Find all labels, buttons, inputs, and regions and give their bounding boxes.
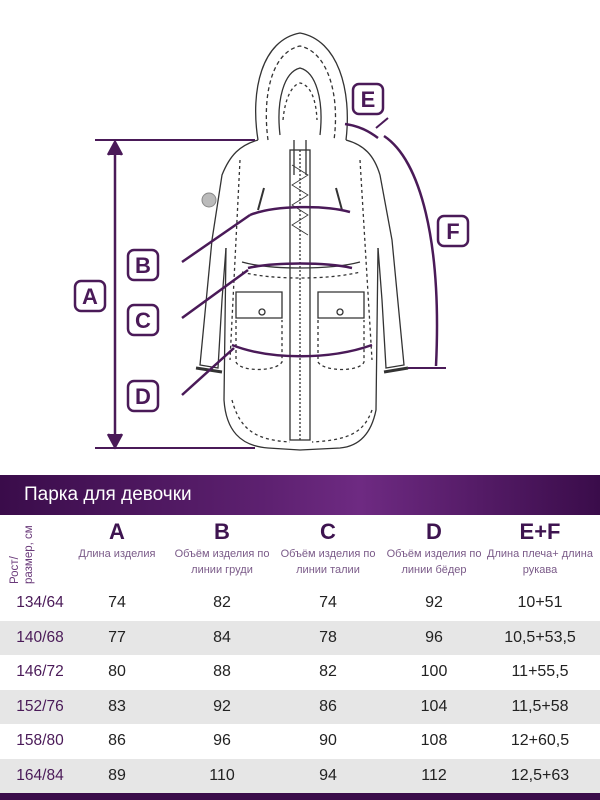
table-title-bar (0, 475, 600, 515)
size-cell: 152/76 (16, 697, 64, 715)
value-cell: 78 (319, 628, 337, 646)
column-letter: C (320, 519, 336, 544)
table-row (0, 759, 600, 794)
column-desc: Объём изделия по линии бёдер (386, 548, 482, 576)
svg-text:D: D (135, 384, 151, 409)
column-header-B (167, 518, 277, 578)
value-cell: 77 (108, 628, 126, 646)
size-cell: 146/72 (16, 663, 64, 680)
value-cell: 74 (319, 594, 337, 611)
size-header-line: размер, см (23, 525, 35, 584)
value-cell: 80 (108, 663, 126, 680)
column-header-A (62, 518, 172, 562)
value-cell: 92 (425, 594, 443, 611)
column-letter: B (214, 519, 230, 544)
size-header-line: Рост/ (9, 556, 21, 584)
label-B (128, 250, 158, 280)
value-cell: 11,5+58 (511, 697, 569, 715)
value-cell: 89 (108, 766, 126, 784)
table-row (0, 690, 600, 725)
table-row (0, 655, 600, 690)
svg-text:E: E (360, 87, 376, 112)
value-cell: 10+51 (517, 594, 563, 611)
value-cell: 86 (108, 732, 126, 749)
svg-text:B: B (135, 253, 151, 278)
svg-text:A: A (82, 284, 98, 309)
value-cell: 100 (420, 663, 448, 680)
table-row (0, 621, 600, 656)
column-letter: E+F (519, 519, 561, 544)
value-cell: 96 (213, 732, 231, 749)
label-A (75, 281, 105, 311)
value-cell: 10,5+53,5 (504, 628, 576, 646)
label-F (438, 216, 468, 246)
value-cell: 92 (213, 697, 231, 715)
value-cell: 104 (420, 697, 448, 715)
value-cell: 82 (319, 663, 337, 680)
value-cell: 74 (108, 594, 126, 611)
size-column-header (2, 520, 60, 590)
column-header-EF (485, 518, 595, 578)
value-cell: 84 (213, 628, 231, 646)
svg-text:F: F (446, 219, 460, 244)
value-cell: 11+55,5 (511, 663, 569, 680)
size-header-label (8, 514, 36, 584)
size-cell: 164/84 (16, 766, 64, 784)
column-desc: Объём изделия по линии груди (174, 548, 270, 576)
column-letter: A (109, 519, 125, 544)
value-cell: 12+60,5 (510, 732, 570, 749)
label-E (353, 84, 383, 114)
value-cell: 96 (425, 628, 443, 646)
value-cell: 112 (421, 766, 447, 784)
label-C (128, 305, 158, 335)
value-cell: 110 (209, 766, 235, 784)
size-cell: 140/68 (16, 628, 64, 646)
size-cell: 158/80 (16, 732, 64, 749)
table-title: Парка для девочки (24, 484, 192, 505)
footer-bar (0, 793, 600, 800)
table-row (0, 724, 600, 759)
label-D (128, 381, 158, 411)
value-cell: 94 (319, 766, 337, 784)
svg-text:C: C (135, 308, 151, 333)
column-header-C (273, 518, 383, 578)
value-cell: 82 (213, 594, 231, 611)
column-desc: Длина плеча+ длина рукава (487, 548, 593, 576)
table-row (0, 586, 600, 621)
column-desc: Длина изделия (78, 548, 156, 560)
value-cell: 90 (319, 732, 337, 749)
column-header-D (379, 518, 489, 578)
value-cell: 86 (319, 697, 337, 715)
value-cell: 83 (108, 697, 126, 715)
column-desc: Объём изделия по линии талии (280, 548, 376, 576)
column-letter: D (426, 519, 442, 544)
size-cell: 134/64 (16, 594, 64, 611)
value-cell: 108 (420, 732, 448, 749)
value-cell: 12,5+63 (510, 766, 570, 784)
brand-badge-icon (202, 193, 216, 207)
value-cell: 88 (213, 663, 231, 680)
